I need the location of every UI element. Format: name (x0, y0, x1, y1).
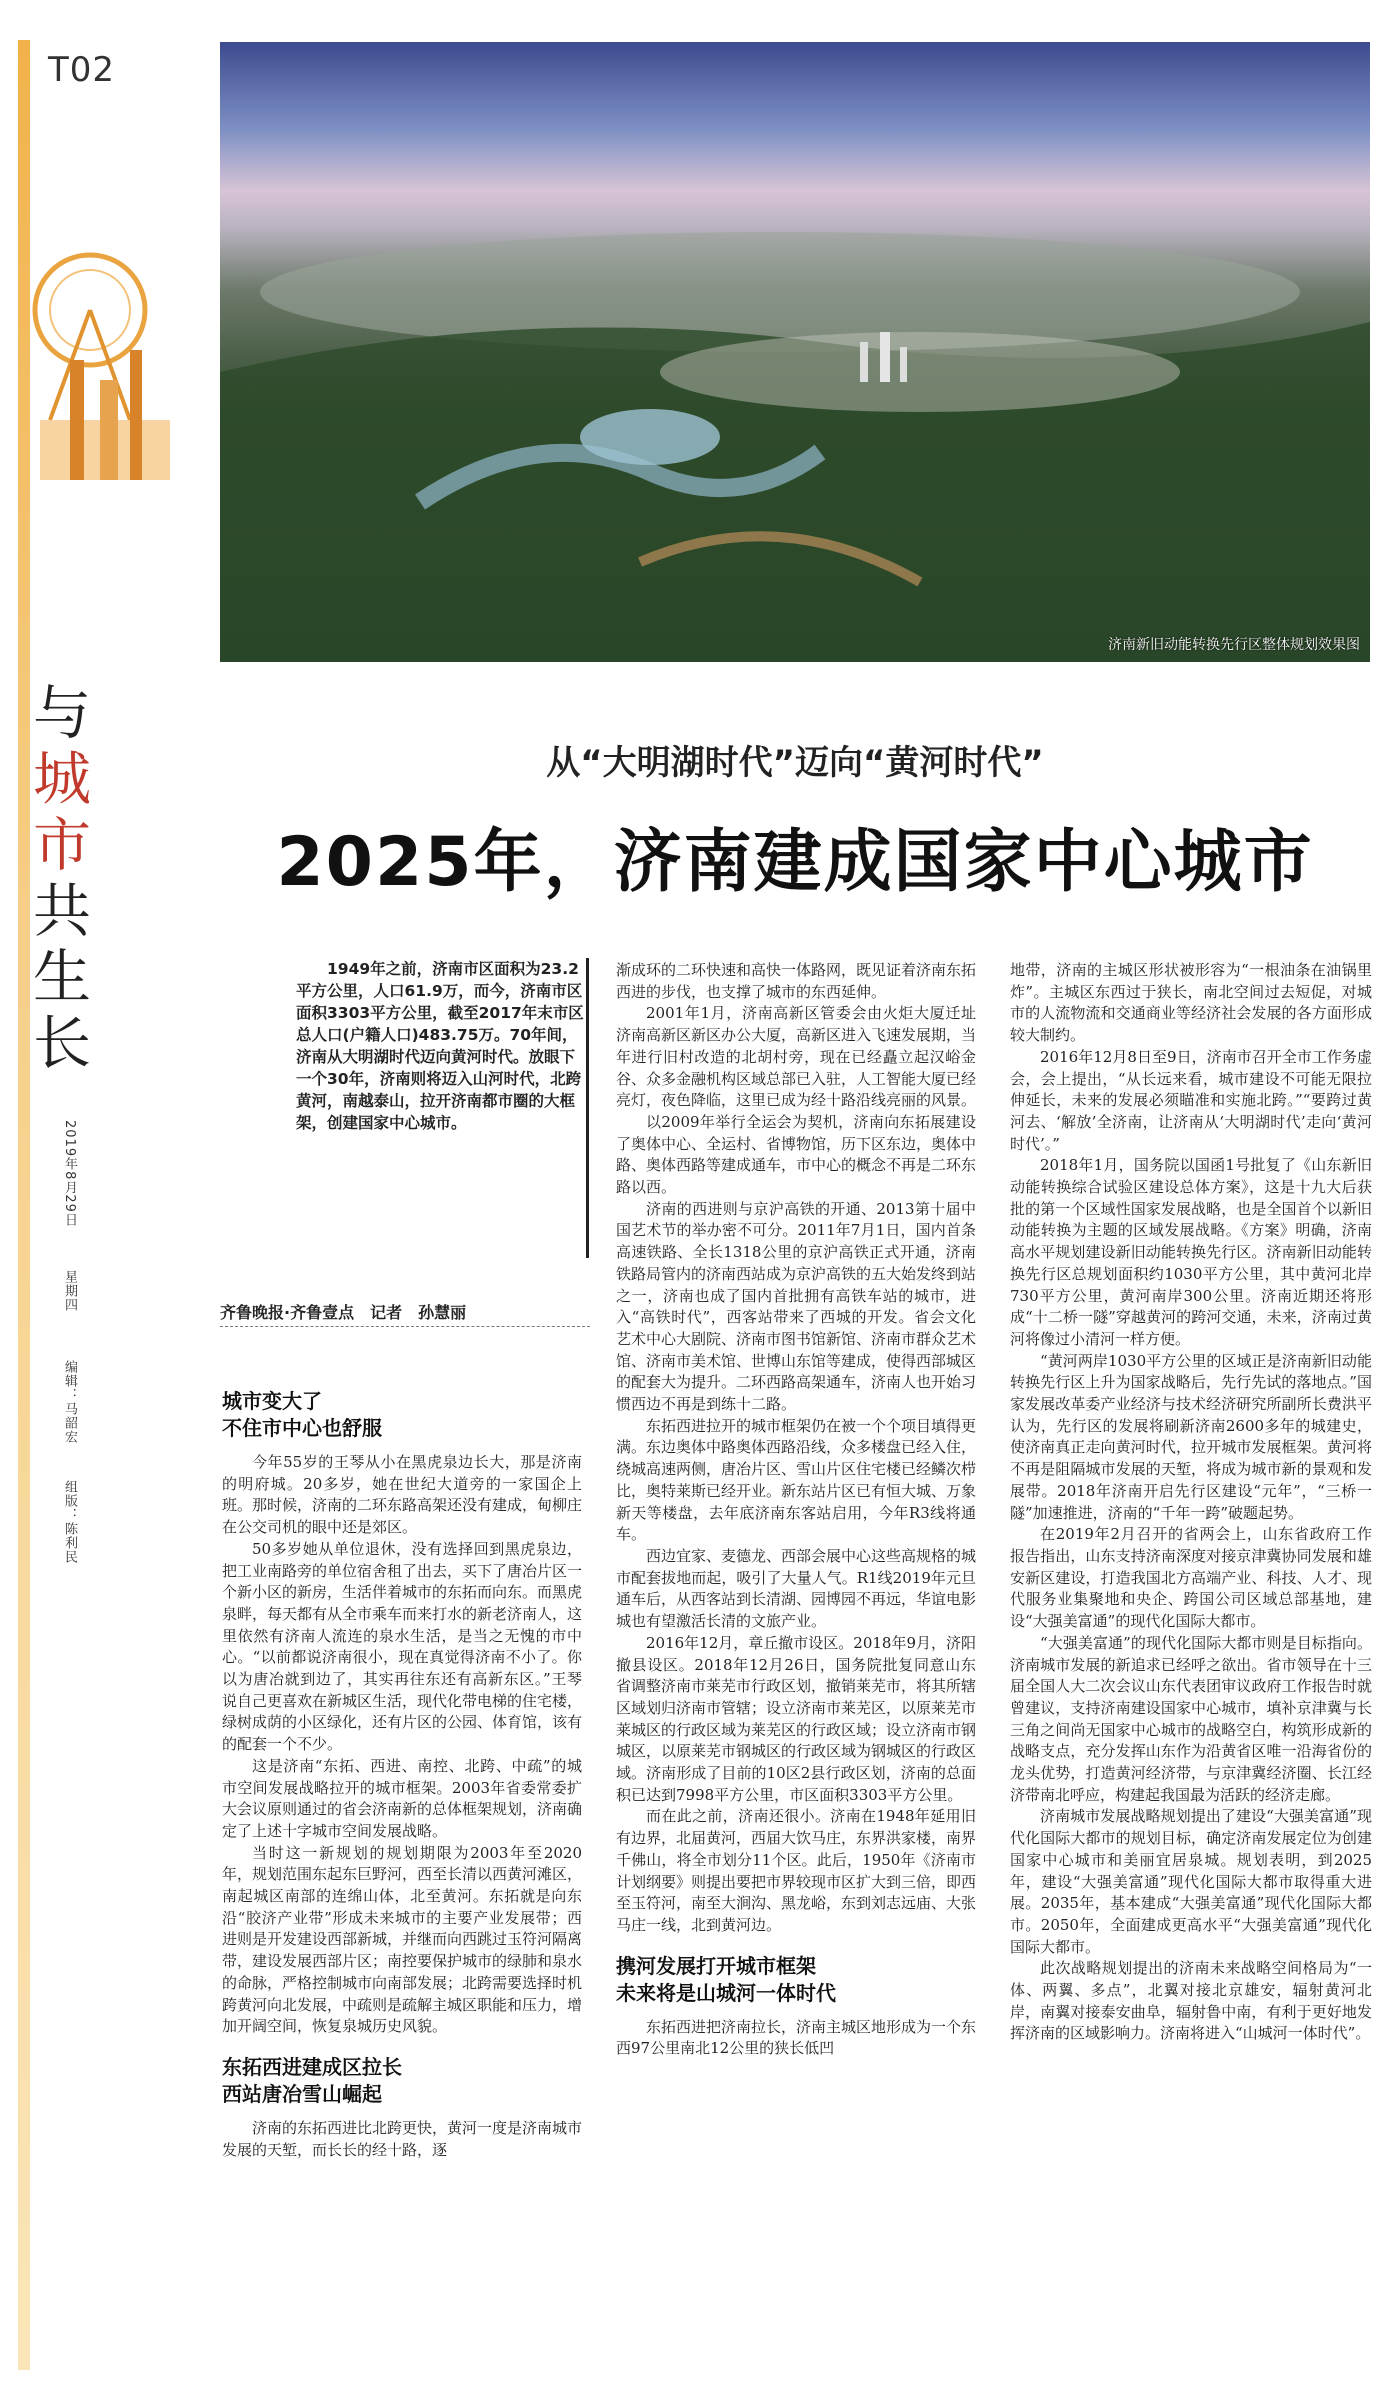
section-title-char: 生 (32, 943, 91, 1011)
section-title-char: 城 (32, 745, 91, 813)
subheading-line: 西站唐冶雪山崛起 (222, 2081, 382, 2106)
subheading-line: 不住市中心也舒服 (222, 1416, 382, 1440)
paragraph: 东拓西进把济南拉长，济南主城区地形成为一个东西97公里南北12公里的狭长低凹 (616, 2017, 977, 2058)
main-headline: 2025年，济南建成国家中心城市 (276, 823, 1314, 902)
subheading-line: 城市变大了 (222, 1389, 322, 1413)
article-column-1 (222, 1372, 582, 2161)
article-column-3 (1010, 960, 1372, 2045)
paragraph: “黄河两岸1030平方公里的区域正是济南新旧动能转换先行区上升为国家战略后，先行先试的落地点。”国家发展改革委产业经济与技术经济研究所副所长费洪平认为，先行区的发展将刷新济南2600多年的城建史，使济南真正走向黄河时代，拉开城市发展框架。黄河将不再是阻隔城市发展的天堑，将成为城市新的景观和发展带。2018年济南开启先行区建设“元年”，“三桥一隧”加速推进，济南的“千年一跨”破题起势。 (1010, 1351, 1372, 1522)
section-title-char: 与 (32, 679, 91, 747)
paragraph: 济南的东拓西进比北跨更快，黄河一度是济南城市发展的天堑，而长长的经十路，逐 (222, 2118, 583, 2159)
paragraph: 今年55岁的王琴从小在黑虎泉边长大，那是济南的明府城。20多岁，她在世纪大道旁的一家国企上班。那时候，济南的二环东路高架还没有建成，甸柳庄在公交司机的眼中还是郊区。 (222, 1453, 583, 1537)
lead-paragraph: 1949年之前，济南市区面积为23.2平方公里，人口61.9万，而今，济南市区面积3303平方公里，截至2017年末市区总人口(户籍人口)483.75万。70年间，济南从大明湖时代迈向黄河时代。放眼下一个30年，济南则将迈入山河时代，北跨黄河，南越泰山，拉开济南都市圈的大框架，创建国家中心城市。 (296, 960, 584, 1132)
lead-rule (586, 958, 589, 1258)
section-title-vertical (22, 680, 102, 1076)
byline: 齐鲁晚报·齐鲁壹点 记者 孙慧丽 (220, 1303, 467, 1322)
paragraph: 此次战略规划提出的济南未来战略空间格局为“一体、两翼、多点”，北翼对接北京雄安，辐射黄河北岸，南翼对接泰安曲阜，辐射鲁中南，有利于更好地发挥济南的区域影响力。济南将进入“山城河一体时代”。 (1010, 1959, 1372, 2043)
paragraph: 渐成环的二环快速和高快一体路网，既见证着济南东拓西进的步伐，也支撑了城市的东西延伸。 (616, 961, 977, 1001)
paragraph: 2018年1月，国务院以国函1号批复了《山东新旧动能转换综合试验区建设总体方案》，这是十九大后获批的第一个区域性国家发展战略，也是全国首个以新旧动能转换为主题的区域发展战略。《方案》明确，济南高水平规划建设新旧动能转换先行区。济南新旧动能转换先行区总规划面积约1030平方公里，其中黄河北岸730平方公里，黄河南岸300公里。济南近期还将形成“十二桥一隧”穿越黄河的跨河交通，未来，济南过黄河将像过小清河一样方便。 (1010, 1156, 1372, 1348)
section-title-char: 市 (32, 811, 91, 879)
paragraph: 这是济南“东拓、西进、南控、北跨、中疏”的城市空间发展战略拉开的城市框架。2003年省委常委扩大会议原则通过的省会济南新的总体框架规划，济南确定了上述十字城市空间发展战略。 (222, 1756, 583, 1840)
paragraph: 而在此之前，济南还很小。济南在1948年延用旧有边界，北届黄河，西届大饮马庄，东界洪家楼，南界千佛山，将全市划分11个区。此后，1950年《济南市计划纲要》则提出要把市界较现市区扩大到三倍，即西至玉符河，南至大涧沟、黑龙峪，东到刘志远庙、大张马庄一线，北到黄河边。 (616, 1807, 977, 1934)
hero-caption: 济南新旧动能转换先行区整体规划效果图 (1108, 637, 1360, 653)
issue-date: 2019年8月29日 (62, 1120, 77, 1227)
subheading-line: 携河发展打开城市框架 (616, 1953, 816, 1978)
paragraph: 地带，济南的主城区形状被形容为“一根油条在油锅里炸”。主城区东西过于狭长，南北空间过去短促，对城市的人流物流和交通商业等经济社会发展的各方面形成较大制约。 (1010, 961, 1372, 1045)
paragraph: 东拓西进拉开的城市框架仍在被一个个项目填得更满。东边奥体中路奥体西路沿线，众多楼盘已经入住，绕城高速两侧，唐冶片区、雪山片区住宅楼已经鳞次栉比，奥特莱斯已经开业。新东站片区已有恒大城、万象新天等楼盘，去年底济南东客站启用，今年R3线将通车。 (616, 1416, 977, 1544)
paragraph: 2016年12月，章丘撤市设区。2018年9月，济阳撤县设区。2018年12月26日，国务院批复同意山东省调整济南市莱芜市行政区划，撤销莱芜市，将其所辖区域划归济南市管辖；设立济南市莱芜区，以原莱芜市莱城区的行政区域为莱芜区的行政区域；设立济南市钢城区，以原莱芜市钢城区的行政区域为钢城区的行政区域。济南形成了目前的10区2县行政区划，济南的总面积已达到7998平方公里，市区面积3303平方公里。 (616, 1633, 977, 1804)
section-title-char: 共 (32, 877, 91, 945)
section-title-char: 长 (32, 1009, 91, 1077)
subheading (222, 1388, 582, 1442)
paragraph: 在2019年2月召开的省两会上，山东省政府工作报告指出，山东支持济南深度对接京津冀协同发展和雄安新区建设，打造我国北方高端产业、科技、人才、现代服务业集聚地和央企、跨国公司区域总部基地，建设“大强美富通”的现代化国际大都市。 (1010, 1525, 1372, 1631)
hero-image (220, 42, 1370, 662)
subheading-line: 东拓西进建成区拉长 (222, 2054, 402, 2079)
issue-weekday: 星期四 (62, 1270, 77, 1312)
article-column-2 (616, 960, 976, 2060)
ferris-wheel-decoration (30, 240, 180, 540)
paragraph: 济南的西进则与京沪高铁的开通、2013第十届中国艺术节的举办密不可分。2011年7月1日，国内首条高速铁路、全长1318公里的京沪高铁正式开通，济南铁路局管内的济南西站成为京沪高铁的五大始发终到站之一，济南也成了国内首批拥有高铁车站的城市，进入“高铁时代”，西客站带来了西城的开发。省会文化艺术中心大剧院、济南市图书馆新馆、济南市群众艺术馆、济南市美术馆、世博山东馆等建成，使得西部城区的配套大为提升。二环西路高架通车，济南人也开始习惯西边不再是到练十二路。 (616, 1199, 977, 1414)
paragraph: 2001年1月，济南高新区管委会由火炬大厦迁址济南高新区新区办公大厦，高新区进入飞速发展期，当年进行旧村改造的北胡村旁，现在已经矗立起汉峪金谷、众多金融机构区域总部已入驻，人工智能大厦已经亮灯，夜色降临，这里已成为经十路沿线亮丽的风景。 (616, 1004, 977, 1110)
layout-credit: 组版：陈利民 (62, 1480, 77, 1564)
subheading (222, 2054, 582, 2108)
paragraph: 以2009年举行全运会为契机，济南向东拓展建设了奥体中心、全运村、省博物馆，历下区东边，奥体中路、奥体西路等建成通车，市中心的概念不再是二环东路以西。 (616, 1112, 977, 1197)
paragraph: 济南城市发展战略规划提出了建设“大强美富通”现代化国际大都市的规划目标，确定济南发展定位为创建国家中心城市和美丽宜居泉城。规划表明，到2025年，建设“大强美富通”现代化国际大都市取得重大进展。2035年，基本建成“大强美富通”现代化国际大都市。2050年，全面建成更高水平“大强美富通”现代化国际大都市。 (1010, 1807, 1372, 1956)
page-number: T02 (48, 50, 116, 90)
byline-rule (220, 1326, 590, 1327)
subheading-line: 未来将是山城河一体时代 (616, 1980, 836, 2005)
subheading (616, 1953, 976, 2007)
kicker-headline: 从“大明湖时代”迈向“黄河时代” (546, 743, 1044, 783)
paragraph: 50多岁她从单位退休，没有选择回到黑虎泉边，把工业南路旁的单位宿舍租了出去，买下了唐冶片区一个新小区的新房，生活伴着城市的东拓而向东。而黑虎泉畔，每天都有从全市乘车而来打水的新老济南人，这里依然有济南人流连的泉水生活，是当之无愧的市中心。“以前都说济南很小，现在真觉得济南不小了。你以为唐冶就到边了，其实再往东还有高新东区。”王琴说自己更喜欢在新城区生活，现代化带电梯的住宅楼，绿树成荫的小区绿化，还有片区的公园、体育馆，该有的配套一个不少。 (222, 1539, 583, 1754)
editor-credit: 编辑：马韶宏 (62, 1360, 77, 1444)
paragraph: “大强美富通”的现代化国际大都市则是目标指向。济南城市发展的新追求已经呼之欲出。省市领导在十三届全国人大二次会议山东代表团审议政府工作报告时就曾建议，支持济南建设国家中心城市，填补京津冀与长三角之间尚无国家中心城市的战略空白，构筑形成新的战略支点，充分发挥山东作为沿黄省区唯一沿海省份的龙头优势，打造黄河经济带，与京津冀经济圈、长江经济带南北呼应，构建起我国最为活跃的经济走廊。 (1010, 1633, 1372, 1804)
paragraph: 2016年12月8日至9日，济南市召开全市工作务虚会，会上提出，“从长远来看，城市建设不可能无限拉伸延长，未来的发展必须瞄准和实施北跨。”“要跨过黄河去、‘解放’全济南，让济南从‘大明湖时代’走向‘黄河时代’。” (1010, 1047, 1372, 1153)
paragraph: 西边宜家、麦德龙、西部会展中心这些高规格的城市配套拔地而起，吸引了大量人气。R1线2019年元旦通车后，从西客站到长清湖、园博园不再远，华谊电影城也有望激活长清的文旅产业。 (616, 1546, 977, 1631)
paragraph: 当时这一新规划的规划期限为2003年至2020年，规划范围东起东巨野河，西至长清以西黄河滩区，南起城区南部的连绵山体，北至黄河。东拓就是向东沿“胶济产业带”形成未来城市的主要产业发展带；西进则是开发建设西部新城，并继而向西跳过玉符河隔离带，建设发展西部片区；南控要保护城市的绿肺和泉水的命脉，严格控制城市向南部发展；北跨需要选择时机跨黄河向北发展，中疏则是疏解主城区职能和压力，增加开阔空间，恢复泉城历史风貌。 (222, 1843, 583, 2036)
sidebar-color-strip (18, 40, 30, 2370)
